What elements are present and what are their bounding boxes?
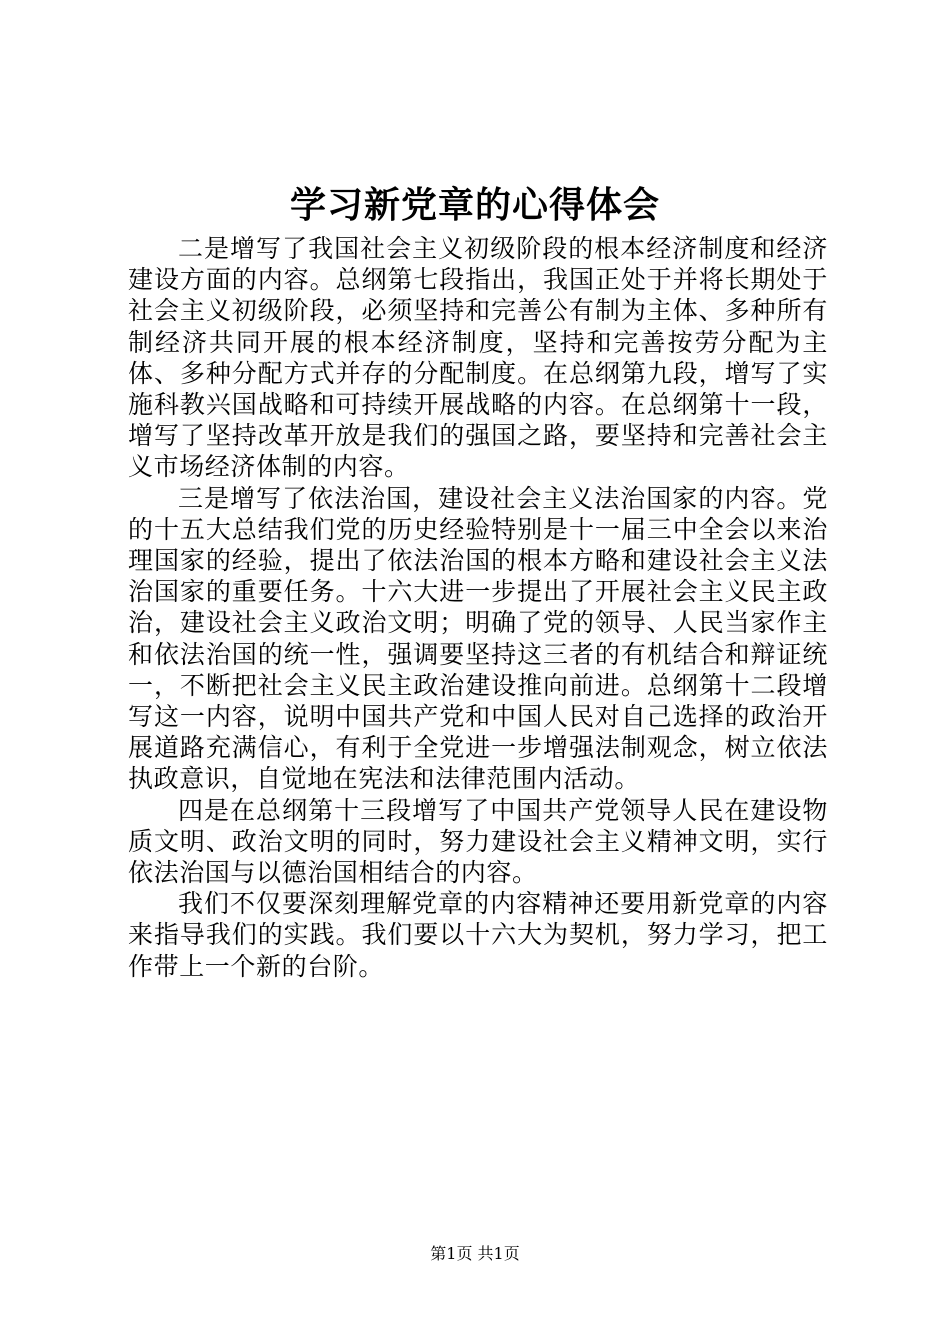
document-title: 学习新党章的心得体会 xyxy=(289,184,660,226)
document-body xyxy=(128,233,828,982)
paragraph-2: 二是增写了我国社会主义初级阶段的根本经济制度和经济建设方面的内容。总纲第七段指出，我国正处于并将长期处于社会主义初级阶段，必须坚持和完善公有制为主体、多种所有制经济共同开展的根本经济制度，坚持和完善按劳分配为主体、多种分配方式并存的分配制度。在总纲第九段，增写了实施科教兴国战略和可持续开展战略的内容。在总纲第十一段，增写了坚持改革开放是我们的强国之路，要坚持和完善社会主义市场经济体制的内容。 xyxy=(128,234,828,482)
paragraph-3: 三是增写了依法治国，建设社会主义法治国家的内容。党的十五大总结我们党的历史经验特别是十一届三中全会以来治理国家的经验，提出了依法治国的根本方略和建设社会主义法治国家的重要任务。十六大进一步提出了开展社会主义民主政治，建设社会主义政治文明；明确了党的领导、人民当家作主和依法治国的统一性，强调要坚持这三者的有机结合和辩证统一，不断把社会主义民主政治建设推向前进。总纲第十二段增写这一内容，说明中国共产党和中国人民对自己选择的政治开展道路充满信心，有利于全党进一步增强法制观念，树立依法执政意识，自觉地在宪法和法律范围内活动。 xyxy=(128,483,828,794)
page-number-footer: 第1页 共1页 xyxy=(430,1244,520,1263)
paragraph-4: 四是在总纲第十三段增写了中国共产党领导人民在建设物质文明、政治文明的同时，努力建设社会主义精神文明，实行依法治国与以德治国相结合的内容。 xyxy=(128,795,828,888)
paragraph-conclusion: 我们不仅要深刻理解党章的内容精神还要用新党章的内容来指导我们的实践。我们要以十六大为契机，努力学习，把工作带上一个新的台阶。 xyxy=(128,889,828,981)
